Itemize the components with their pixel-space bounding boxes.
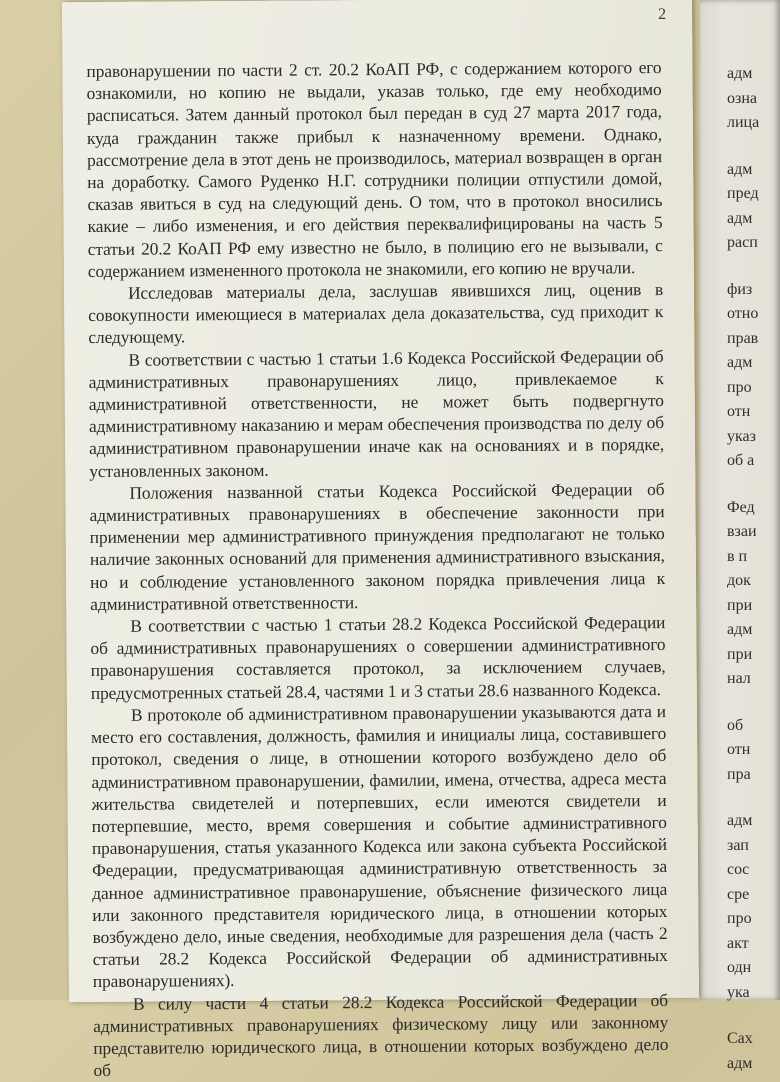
side-fragment: адм [727,160,753,178]
page-number: 2 [658,5,667,24]
paragraph: В протоколе об административном правонарушении указываются дата и место его составления, должность, фамилия и инициалы лица, составившего протокол, сведения о лице, в отношении которого возбуждено дело об административном правонарушении, фамилии, имена, отчества, адреса места жительства свидетелей и потерпевших, если имеются свидетели и потерпевшие, место, время совершения и событие административного правонарушения, статья указанного Кодекса или закона субъекта Российской Федерации, предусматривающая административную ответственность за данное административное правонарушение, объяснение физического лица или законного представителя юридического лица, в отношении которых возбуждено дело, иные сведения, необходимые для разрешения дела (часть 2 статьи 28.2 Кодекса Российской Федерации об административных правонарушениях). [91,700,668,992]
side-fragment: при [727,645,753,663]
side-fragment: об [727,716,744,734]
side-fragment: coc [727,861,750,878]
side-fragment: Фед [727,498,755,516]
side-fragment [727,692,759,714]
side-fragment: взаи [727,523,757,540]
side-fragment: при [727,596,753,614]
paragraph: Положения названной статьи Кодекса Российской Федерации об административных правонарушениях в обеспечение законности при применении мер административного принуждения предполагают не только наличие законных оснований для применения административного взыскания, но и соблюдение установленного законом порядка привлечения лица к административной ответственности. [89,478,666,614]
side-fragment: сре [727,885,750,903]
side-fragment: лица [727,114,760,131]
side-fragment: зап [727,836,749,854]
side-fragment: об а [727,452,755,469]
side-fragment: адм [727,1054,753,1072]
side-fragment [727,474,759,496]
side-fragment: адм [727,209,753,227]
side-fragment: док [727,572,751,589]
side-fragment: про [727,910,752,927]
side-fragment [727,136,759,158]
side-fragment: нал [727,670,751,687]
side-fragment: озна [727,89,757,107]
side-fragment: расп [727,234,758,251]
side-fragment: отн [727,741,751,758]
side-fragment: адм [727,812,753,829]
side-fragment: адм [727,621,753,638]
side-fragment: про [727,378,752,396]
side-fragment: акт [727,934,749,952]
adjacent-page-text-fragments [727,62,759,1076]
paragraph: правонарушении по части 2 ст. 20.2 КоАП РФ, с содержанием которого его ознакомили, но копию не выдали, указав только, где ему необходимо расписаться. Затем данный протокол был передан в суд 27 марта 2017 года, куда гражданин также прибыл к назначенному времени. Однако, рассмотрение дела в этот день не производилось, материал возвращен в орган на доработку. Самого Руденко Н.Г. сотрудники полиции отпустили домой, сказав явиться в суд на следующий день. О том, что в протокол вносились какие – либо изменения, и его действия переквалифицированы на часть 5 статьи 20.2 КоАП РФ ему известно не было, в полицию его не вызывали, с содержанием измененного протокола не знакомили, его копию не вручали. [86,57,663,281]
document-page [62,0,699,1081]
side-fragment: одн [727,959,752,976]
side-fragment: в п [727,547,748,565]
side-fragment [727,256,759,278]
side-fragment: отн [727,403,751,420]
side-fragment: пред [727,185,759,202]
paragraph: В соответствии с частью 1 статьи 28.2 Кодекса Российской Федерации об административных правонарушениях о совершении административного правонарушения составляется протокол, за исключением случаев, предусмотренных статьей 28.4, частями 1 и 3 статьи 28.6 названного Кодекса. [90,612,666,703]
side-fragment: Сах [727,1030,753,1047]
side-fragment [727,1005,759,1027]
side-fragment: отно [727,305,759,322]
side-fragment: указ [727,427,756,445]
side-fragment: прав [727,329,759,347]
paragraph: В соответствии с частью 1 статьи 1.6 Кодекса Российской Федерации об административных правонарушениях лицо, привлекаемое к административной ответственности, не может быть подвергнуто административному наказанию и мерам обеспечения производства по делу об административном правонарушении иначе как на основаниях и в порядке, установленных законом. [88,345,665,481]
side-fragment: адм [727,65,753,82]
document-body [86,56,668,1081]
paragraph: В силу части 4 статьи 28.2 Кодекса Российской Федерации об административных правонарушениях физическому лицу или законному представителю юридического лица, в отношении которых возбуждено дело об [93,989,669,1081]
side-fragment: физ [727,280,753,298]
side-fragment: ука [727,983,750,1001]
side-fragment [727,787,759,809]
side-fragment: пра [727,765,751,783]
paragraph: Исследовав материалы дела, заслушав явившихся лиц, оценив в совокупности имеющиеся в материалах дела доказательства, суд приходит к следующему. [88,279,664,348]
side-fragment: адм [727,354,753,371]
